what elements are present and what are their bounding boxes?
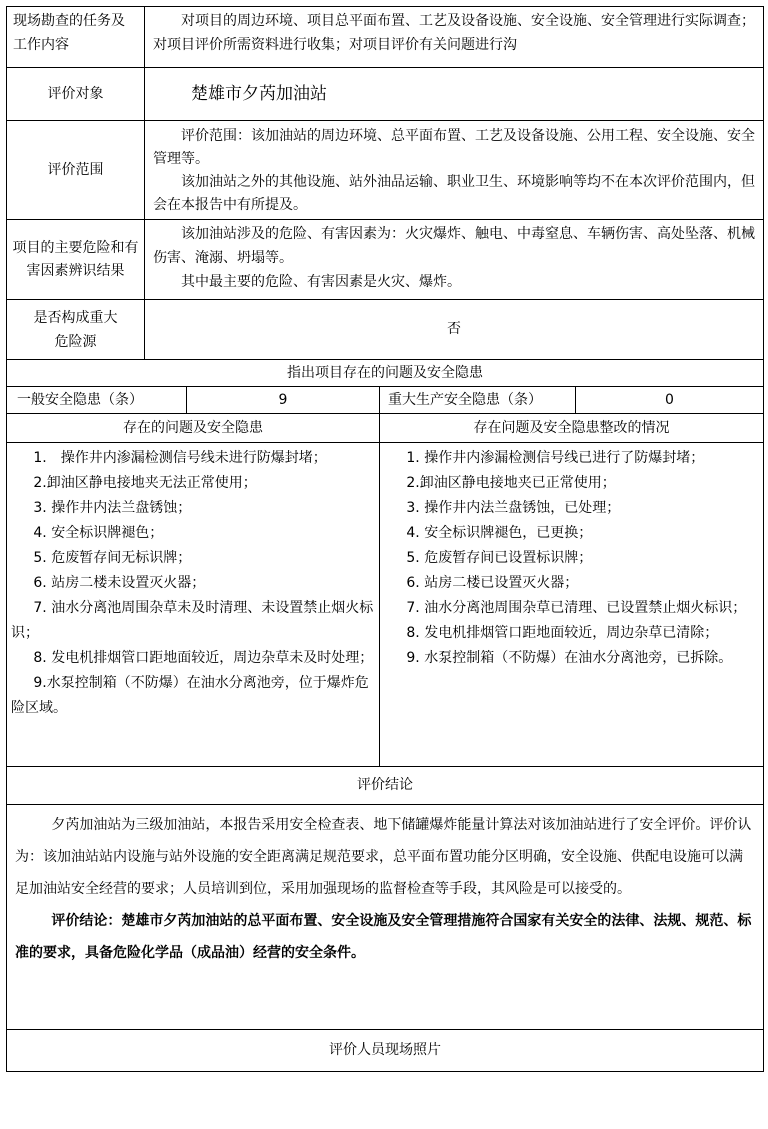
general-count-value: 9 bbox=[187, 387, 380, 414]
counts-row bbox=[7, 387, 764, 414]
scope-p1: 评价范围：该加油站的周边环境、总平面布置、工艺及设备设施、公用工程、安全设施、安全管理等。 bbox=[153, 128, 755, 167]
conclusion-header: 评价结论 bbox=[7, 767, 764, 805]
issues-header: 指出项目存在的问题及安全隐患 bbox=[7, 360, 764, 387]
major-hazard-label: 是否构成重大危险源 bbox=[7, 300, 145, 360]
issue-item: 6. 站房二楼未设置灭火器； bbox=[33, 575, 206, 591]
object-label: 评价对象 bbox=[7, 68, 145, 121]
issue-item: 8. 发电机排烟管口距地面较近，周边杂草未及时处理； bbox=[33, 650, 374, 666]
task-row bbox=[7, 7, 764, 68]
task-text: 对项目的周边环境、项目总平面布置、工艺及设备设施、安全设施、安全管理进行实际调查；对项目评价所需资料进行收集；对项目评价有关问题进行沟 bbox=[153, 13, 755, 53]
issue-item: 9.水泵控制箱（不防爆）在油水分离池旁，位于爆炸危险区域。 bbox=[11, 675, 369, 716]
conclusion-verdict: 评价结论：楚雄市夕芮加油站的总平面布置、安全设施及安全管理措施符合国家有关安全的法律、法规、规范、标准的要求，具备危险化学品（成品油）经营的安全条件。 bbox=[15, 913, 752, 961]
object-value: 楚雄市夕芮加油站 bbox=[145, 68, 764, 121]
major-count-value: 0 bbox=[576, 387, 764, 414]
fixes-column-header: 存在问题及安全隐患整改的情况 bbox=[380, 414, 764, 443]
photos-header: 评价人员现场照片 bbox=[7, 1030, 764, 1072]
fix-item: 8. 发电机排烟管口距地面较近，周边杂草已清除； bbox=[406, 625, 719, 641]
columns-header-row bbox=[7, 414, 764, 443]
fix-item: 3. 操作井内法兰盘锈蚀，已处理； bbox=[406, 500, 621, 516]
fix-item: 1. 操作井内渗漏检测信号线已进行了防爆封堵； bbox=[406, 450, 705, 466]
fix-item: 5. 危废暂存间已设置标识牌； bbox=[406, 550, 593, 566]
issues-header-row bbox=[7, 360, 764, 387]
issue-item: 7. 油水分离池周围杂草未及时清理、未设置禁止烟火标识； bbox=[11, 600, 374, 641]
scope-label: 评价范围 bbox=[7, 121, 145, 220]
photos-header-row bbox=[7, 1030, 764, 1072]
fix-item: 7. 油水分离池周围杂草已清理、已设置禁止烟火标识； bbox=[406, 600, 747, 616]
major-hazard-row bbox=[7, 300, 764, 360]
issues-list bbox=[7, 443, 379, 766]
issue-item: 4. 安全标识牌褪色； bbox=[33, 525, 164, 541]
object-row bbox=[7, 68, 764, 121]
conclusion-header-row bbox=[7, 767, 764, 805]
fixes-list bbox=[380, 443, 763, 766]
issues-list-row bbox=[7, 443, 764, 767]
issue-item: 3. 操作井内法兰盘锈蚀； bbox=[33, 500, 192, 516]
issue-item: 1. 操作井内渗漏检测信号线未进行防爆封堵； bbox=[33, 450, 327, 466]
scope-row bbox=[7, 121, 764, 220]
task-label: 现场勘查的任务及工作内容 bbox=[7, 7, 145, 68]
evaluation-report-sheet bbox=[6, 6, 763, 1072]
issue-item: 2.卸油区静电接地夹无法正常使用； bbox=[33, 475, 257, 491]
fix-item: 2.卸油区静电接地夹已正常使用； bbox=[406, 475, 616, 491]
report-table bbox=[6, 6, 764, 1072]
conclusion-body-row bbox=[7, 805, 764, 1030]
fix-item: 4. 安全标识牌褪色，已更换； bbox=[406, 525, 593, 541]
scope-p2: 该加油站之外的其他设施、站外油品运输、职业卫生、环境影响等均不在本次评价范围内，但会在本报告中有所提及。 bbox=[153, 174, 755, 213]
hazards-p2: 其中最主要的危险、有害因素是火灾、爆炸。 bbox=[181, 274, 461, 290]
issue-item: 5. 危废暂存间无标识牌； bbox=[33, 550, 192, 566]
general-count-label: 一般安全隐患（条） bbox=[7, 387, 187, 414]
hazards-label: 项目的主要危险和有害因素辨识结果 bbox=[7, 220, 145, 300]
hazards-row bbox=[7, 220, 764, 300]
issues-column-header: 存在的问题及安全隐患 bbox=[7, 414, 380, 443]
major-count-label: 重大生产安全隐患（条） bbox=[380, 387, 576, 414]
major-hazard-value: 否 bbox=[145, 300, 764, 360]
conclusion-text: 夕芮加油站为三级加油站，本报告采用安全检查表、地下储罐爆炸能量计算法对该加油站进行了安全评价。评价认为：该加油站站内设施与站外设施的安全距离满足规范要求，总平面布置功能分区明确，安全设施、供配电设施可以满足加油站安全经营的要求；人员培训到位，采用加强现场的监督检查等手段，其风险是可以接受的。 bbox=[15, 817, 752, 897]
hazards-p1: 该加油站涉及的危险、有害因素为：火灾爆炸、触电、中毒窒息、车辆伤害、高处坠落、机械伤害、淹溺、坍塌等。 bbox=[153, 226, 755, 266]
fix-item: 6. 站房二楼已设置灭火器； bbox=[406, 575, 579, 591]
fix-item: 9. 水泵控制箱（不防爆）在油水分离池旁，已拆除。 bbox=[406, 650, 733, 666]
